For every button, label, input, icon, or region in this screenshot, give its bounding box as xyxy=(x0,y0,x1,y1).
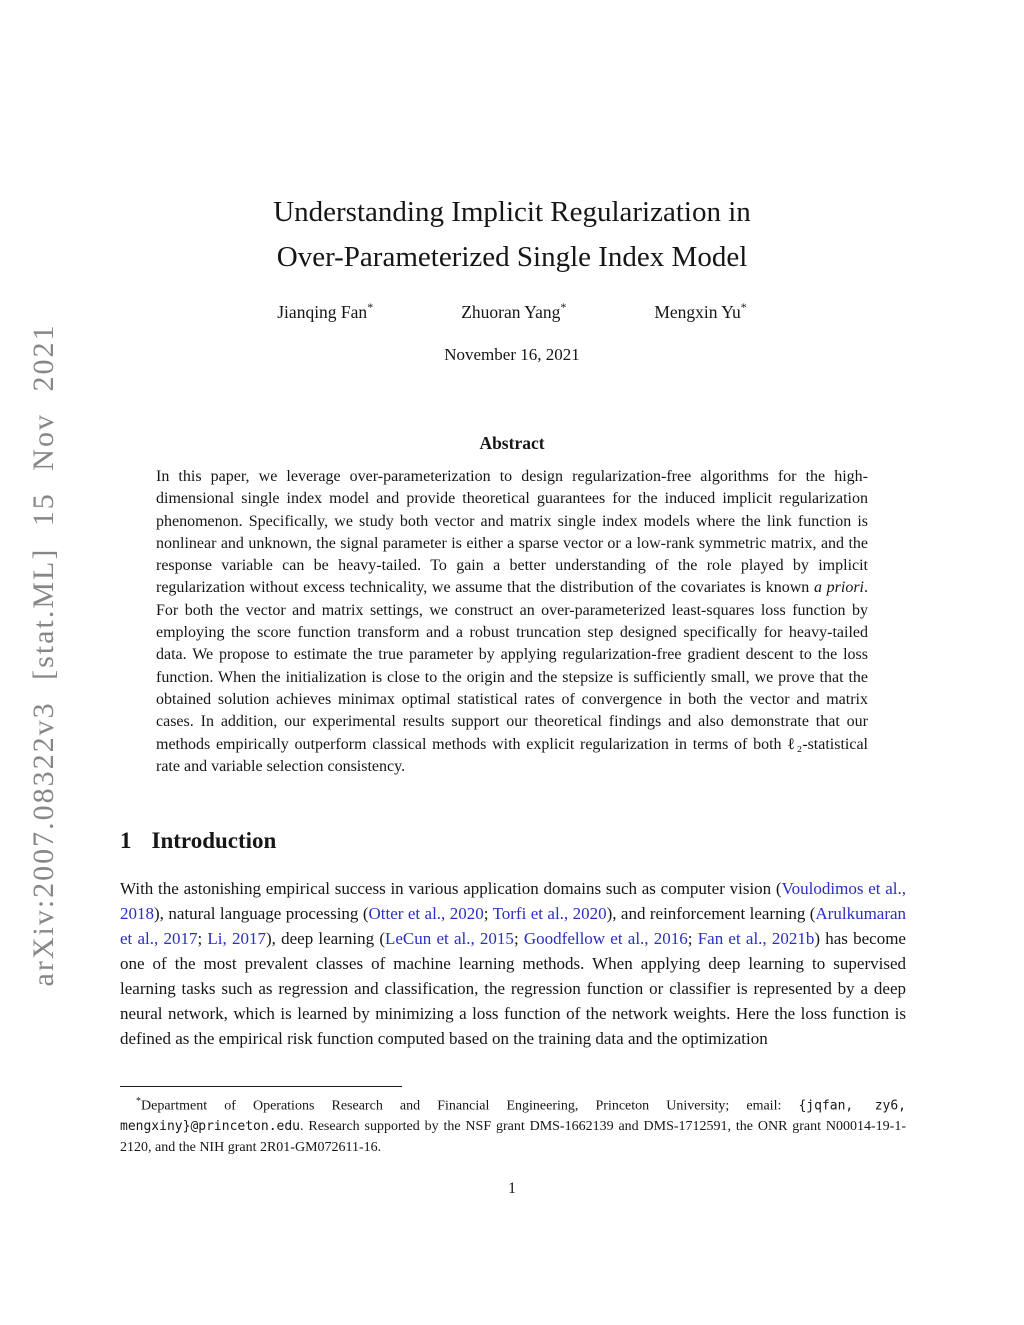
text-segment: . Research supported by the NSF grant DMS-1662139 and DMS-1712591, the ONR grant N00014-19-1-2120, and the NIH grant 2R01-GM072611-16. xyxy=(120,1119,906,1155)
author-name: Mengxin Yu* xyxy=(654,300,747,322)
author-footnote-mark: * xyxy=(560,300,567,314)
citation-link[interactable]: Torfi et al., 2020 xyxy=(492,904,607,923)
text-segment: ; xyxy=(197,929,208,948)
section-number: 1 xyxy=(120,828,132,853)
text-segment: ) has become one of the most prevalent classes of machine learning methods. When applying deep learning to supervised learning tasks such as regression and classification, the regression function or classifier is represented by a deep neural network, which is learned by minimizing a loss function of the network weights. Here the loss function is defined as the empirical risk function computed based on the training data and the optimization xyxy=(120,929,906,1048)
text-segment: ), deep learning ( xyxy=(265,929,385,948)
text-segment: ; xyxy=(513,929,524,948)
authors-row xyxy=(0,300,1024,323)
arxiv-watermark: arXiv:2007.08322v3 [stat.ML] 15 Nov 2021 xyxy=(27,323,60,987)
citation-link[interactable]: LeCun et al., 2015 xyxy=(384,929,514,948)
author-footnote-mark: * xyxy=(740,300,747,314)
paper-title xyxy=(0,190,1024,280)
citation-link[interactable]: Arulkumaran et al., 2017 xyxy=(120,904,907,948)
text-segment: With the astonishing empirical success in various application domains such as computer vision ( xyxy=(120,879,782,898)
footnote-marker: * xyxy=(136,1096,141,1107)
text-segment: ; xyxy=(687,929,698,948)
text-segment: Department of Operations Research and Financial Engineering, Princeton University; email: xyxy=(141,1098,799,1114)
abstract-text xyxy=(156,466,868,778)
text-segment: . For both the vector and matrix settings, we construct an over-parameterized least-squares loss function by employing the score function transform and a robust truncation step designed specifically for heavy-tailed data. We propose to estimate the true parameter by applying regularization-free gradient descent to the loss function. When the initialization is close to the origin and the stepsize is sufficiently small, we prove that the obtained solution achieves minimax optimal statistical rates of convergence in both the vector and matrix cases. In addition, our experimental results support our theoretical findings and also demonstrate that our methods empirically outperform classical methods with explicit regularization in terms of both ℓ₂-statistical rate and variable selection consistency. xyxy=(156,579,868,775)
italic-text: a priori xyxy=(813,579,864,597)
citation-link[interactable]: Li, 2017 xyxy=(207,929,266,948)
footnote xyxy=(120,1092,906,1158)
text-segment: ), and reinforcement learning ( xyxy=(606,904,816,923)
section-heading-introduction xyxy=(120,828,276,854)
text-segment: In this paper, we leverage over-parameterization to design regularization-free algorithms for the high-dimensional single index model and provide theoretical guarantees for the induced implicit regularization phenomenon. Specifically, we study both vector and matrix single index models where the link function is nonlinear and unknown, the signal parameter is either a sparse vector or a low-rank symmetric matrix, and the response variable can be heavy-tailed. To gain a better understanding of the role played by implicit regularization without excess technicality, we assume that the distribution of the covariates is known xyxy=(156,468,868,597)
text-segment: ), natural language processing ( xyxy=(154,904,369,923)
paper-date: November 16, 2021 xyxy=(444,345,580,364)
paper-title-line-1: Understanding Implicit Regularization in xyxy=(273,196,751,228)
introduction-paragraph xyxy=(120,876,906,1051)
author-name: Jianqing Fan* xyxy=(277,300,374,322)
citation-link[interactable]: Fan et al., 2021b xyxy=(697,929,815,948)
citation-link[interactable]: Voulodimos et al., 2018 xyxy=(120,879,906,923)
abstract-heading: Abstract xyxy=(479,433,545,453)
citation-link[interactable]: Otter et al., 2020 xyxy=(368,904,484,923)
page-number: 1 xyxy=(508,1180,516,1197)
text-segment: ; xyxy=(483,904,493,923)
paper-title-line-2: Over-Parameterized Single Index Model xyxy=(276,241,748,273)
email-address: {jqfan, zy6, mengxiny}@princeton.edu xyxy=(120,1098,907,1135)
author-name: Zhuoran Yang* xyxy=(461,300,567,322)
section-title: Introduction xyxy=(151,828,277,853)
citation-link[interactable]: Goodfellow et al., 2016 xyxy=(523,929,688,948)
footnote-body xyxy=(120,1099,906,1155)
footnote-rule xyxy=(120,1086,402,1087)
author-footnote-mark: * xyxy=(367,300,374,314)
